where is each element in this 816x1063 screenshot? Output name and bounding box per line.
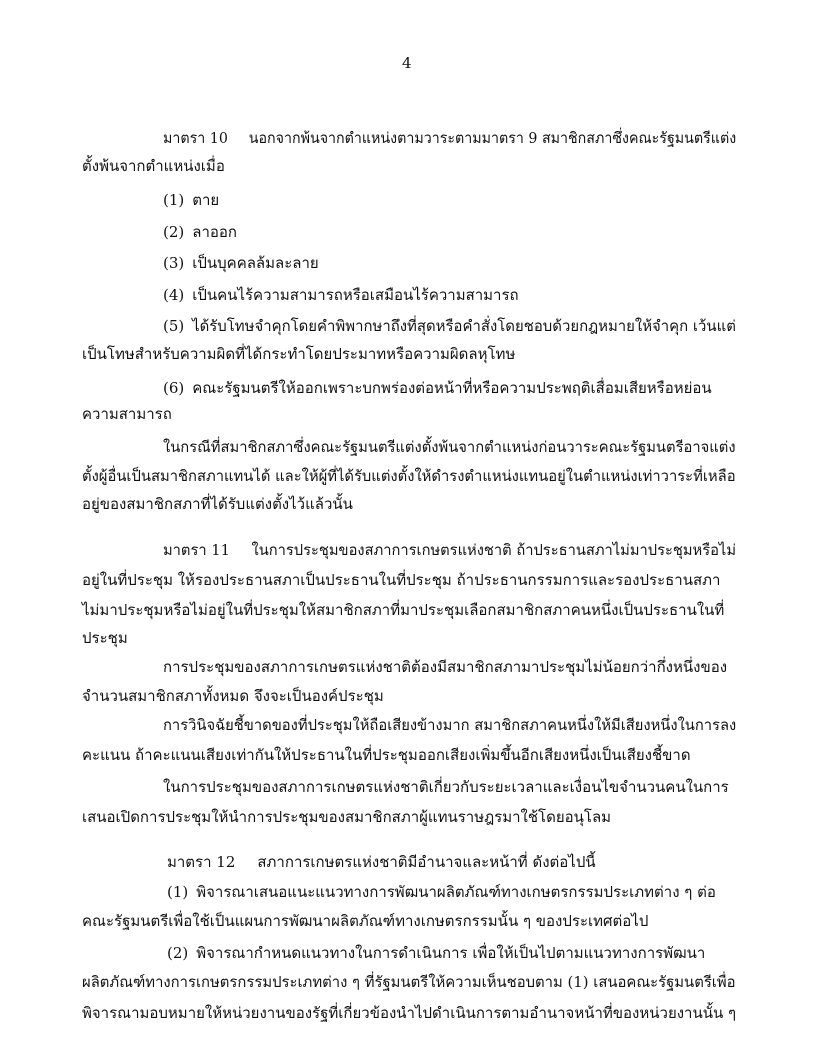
section-10-item-6-cont: ความสามารถ xyxy=(82,405,172,423)
section-11-para-4-line-1: ในการประชุมของสภาการเกษตรแห่งชาติเกี่ยวกับระยะเวลาและเงื่อนไขจำนวนคนในการ xyxy=(163,778,729,796)
section-10-item-2 xyxy=(163,222,237,242)
item-text: พิจารณาเสนอแนะแนวทางการพัฒนาผลิตภัณฑ์ทางเกษตรกรรมประเภทต่าง ๆ ต่อ xyxy=(196,883,716,901)
item-text: คณะรัฐมนตรีให้ออกเพราะบกพร่องต่อหน้าที่หรือความประพฤติเสื่อมเสียหรือหย่อน xyxy=(192,379,712,397)
item-text: ได้รับโทษจำคุกโดยคำพิพากษาถึงที่สุดหรือคำสั่งโดยชอบด้วยกฎหมายให้จำคุก เว้นแต่ xyxy=(192,317,736,335)
item-number: (5) xyxy=(163,317,185,335)
item-number: (1) xyxy=(163,191,185,209)
section-10-item-5 xyxy=(163,316,736,336)
section-12-intro: สภาการเกษตรแห่งชาติมีอำนาจและหน้าที่ ดังต่อไปนี้ xyxy=(257,853,596,871)
section-12-item-1 xyxy=(167,882,716,902)
section-10-item-1 xyxy=(163,190,219,210)
section-10-intro: นอกจากพ้นจากตำแหน่งตามวาระตามมาตรา 9 สมาชิกสภาซึ่งคณะรัฐมนตรีแต่ง xyxy=(248,129,737,147)
section-12-item-2 xyxy=(167,943,705,963)
section-10-item-6 xyxy=(163,378,712,398)
item-text: ลาออก xyxy=(192,223,237,241)
item-text: พิจารณากำหนดแนวทางในการดำเนินการ เพื่อให้เป็นไปตามแนวทางการพัฒนา xyxy=(196,944,706,962)
section-11-para-2-line-2: จำนวนสมาชิกสภาทั้งหมด จึงจะเป็นองค์ประชุม xyxy=(82,687,384,705)
item-text: เป็นคนไร้ความสามารถหรือเสมือนไร้ความสามารถ xyxy=(192,286,519,304)
section-11-para-1-line-2: อยู่ในที่ประชุม ให้รองประธานสภาเป็นประธานในที่ประชุม ถ้าประธานกรรมการและรองประธานสภา xyxy=(82,571,721,589)
section-10-heading-line xyxy=(163,128,736,148)
section-10-para-line-1: ในกรณีที่สมาชิกสภาซึ่งคณะรัฐมนตรีแต่งตั้งพ้นจากตำแหน่งก่อนวาระคณะรัฐมนตรีอาจแต่ง xyxy=(163,438,736,456)
section-12-label: มาตรา 12 xyxy=(167,853,236,871)
section-11-para-1-line-4: ประชุม xyxy=(82,629,128,647)
item-number: (4) xyxy=(163,286,185,304)
page-number: 4 xyxy=(402,54,412,72)
item-text: ตาย xyxy=(192,191,220,209)
section-10-para-line-3: อยู่ของสมาชิกสภาที่ได้รับแต่งตั้งไว้แล้วนั้น xyxy=(82,495,353,513)
item-text: เป็นบุคคลล้มละลาย xyxy=(192,254,319,272)
section-11-para-4-line-2: เสนอเปิดการประชุมให้นำการประชุมของสมาชิกสภาผู้แทนราษฎรมาใช้โดยอนุโลม xyxy=(82,808,612,826)
item-number: (6) xyxy=(163,379,185,397)
section-10-item-3 xyxy=(163,253,319,273)
section-11-label: มาตรา 11 xyxy=(163,541,230,559)
section-12-item-2-cont-1: ผลิตภัณฑ์ทางการเกษตรกรรมประเภทต่าง ๆ ที่รัฐมนตรีให้ความเห็นชอบตาม (1) เสนอคณะรัฐมนตรีเพื่อ xyxy=(82,973,736,991)
item-number: (1) xyxy=(167,883,189,901)
section-11-para-2-line-1: การประชุมของสภาการเกษตรแห่งชาติต้องมีสมาชิกสภามาประชุมไม่น้อยกว่ากึ่งหนึ่งของ xyxy=(163,658,728,676)
section-12-item-1-cont: คณะรัฐมนตรีเพื่อใช้เป็นแผนการพัฒนาผลิตภัณฑ์ทางเกษตรกรรมนั้น ๆ ของประเทศต่อไป xyxy=(82,912,649,930)
section-12-item-2-cont-2: พิจารณามอบหมายให้หน่วยงานของรัฐที่เกี่ยวข้องนำไปดำเนินการตามอำนาจหน้าที่ของหน่วยงานนั้น ๆ xyxy=(82,1004,737,1022)
section-10-item-5-cont: เป็นโทษสำหรับความผิดที่ได้กระทำโดยประมาทหรือความผิดลหุโทษ xyxy=(82,345,516,363)
item-number: (2) xyxy=(163,223,185,241)
section-11-para-3-line-2: คะแนน ถ้าคะแนนเสียงเท่ากันให้ประธานในที่ประชุมออกเสียงเพิ่มขึ้นอีกเสียงหนึ่งเป็นเสียงชี้ขาด xyxy=(82,746,691,764)
item-number: (3) xyxy=(163,254,185,272)
section-12-heading-line xyxy=(167,852,596,872)
section-11-para-1-line-3: ไม่มาประชุมหรือไม่อยู่ในที่ประชุมให้สมาชิกสภาที่มาประชุมเลือกสมาชิกสภาคนหนึ่งเป็นประธานในที่ xyxy=(82,601,725,619)
section-11-para-3-line-1: การวินิจฉัยชี้ขาดของที่ประชุมให้ถือเสียงข้างมาก สมาชิกสภาคนหนึ่งให้มีเสียงหนึ่งในการลง xyxy=(163,716,737,734)
section-11-heading-line xyxy=(163,540,736,560)
section-11-para-1-line-1: ในการประชุมของสภาการเกษตรแห่งชาติ ถ้าประธานสภาไม่มาประชุมหรือไม่ xyxy=(251,541,737,559)
section-10-intro-cont: ตั้งพ้นจากตำแหน่งเมื่อ xyxy=(82,157,225,175)
section-10-label: มาตรา 10 xyxy=(163,129,228,147)
section-10-para-line-2: ตั้งผู้อื่นเป็นสมาชิกสภาแทนได้ และให้ผู้ที่ได้รับแต่งตั้งให้ดำรงตำแหน่งแทนอยู่ในตำแหน่งเท่าวาระที่เหลือ xyxy=(82,467,736,485)
section-10-item-4 xyxy=(163,285,519,305)
item-number: (2) xyxy=(167,944,189,962)
